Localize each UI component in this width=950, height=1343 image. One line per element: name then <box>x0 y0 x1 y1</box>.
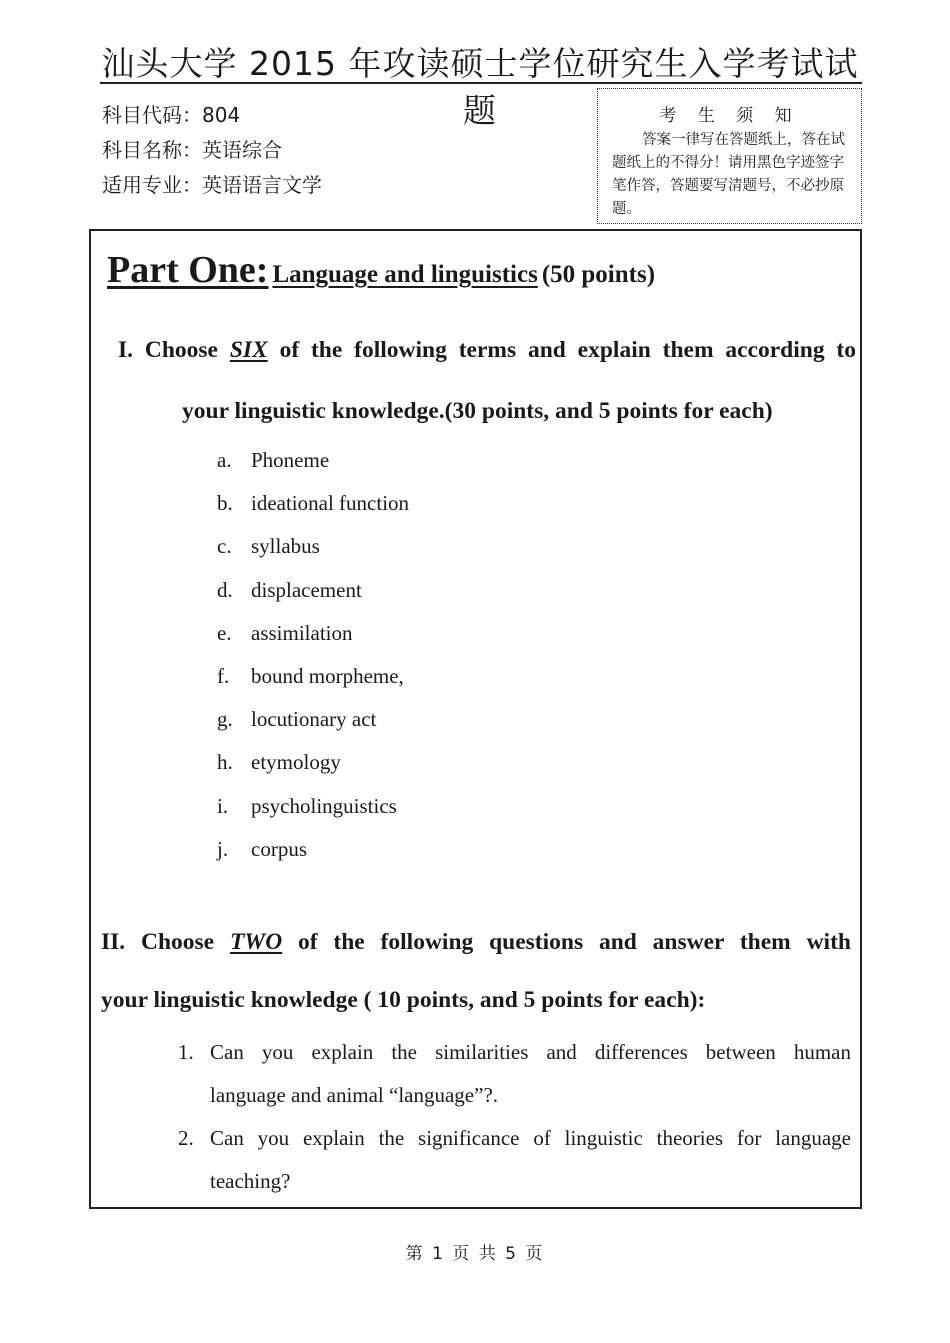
term-item <box>217 837 307 862</box>
term-letter: h. <box>217 750 233 774</box>
term-letter: a. <box>217 448 232 472</box>
term-text: psycholinguistics <box>251 794 397 818</box>
subject-code: 科目代码：804 <box>102 103 241 127</box>
question-text: Can you explain the significance of linguistic theories for language <box>210 1126 851 1150</box>
candidate-notice-box <box>597 88 862 224</box>
subject-name: 科目名称：英语综合 <box>102 138 282 162</box>
section2-prefix: II. Choose <box>101 929 215 955</box>
notice-title: 考 生 须 知 <box>659 106 800 126</box>
page-number: 第 1 页 共 5 页 <box>405 1244 545 1264</box>
question-number: 1. <box>178 1040 194 1064</box>
question-number: 2. <box>178 1126 194 1150</box>
term-letter: e. <box>217 621 232 645</box>
part-topic: Language and linguistics <box>272 261 538 288</box>
term-letter: i. <box>217 794 229 818</box>
term-text: bound morpheme, <box>251 664 404 688</box>
section1-emphasis: SIX <box>229 337 268 363</box>
term-text: corpus <box>251 837 307 861</box>
term-item <box>217 491 409 516</box>
exam-title: 汕头大学 2015 年攻读硕士学位研究生入学考试试题 <box>101 44 859 130</box>
section2-instruction <box>101 929 851 956</box>
term-item <box>217 621 353 646</box>
section1-prefix: I. Choose <box>118 337 218 363</box>
part-points: (50 points) <box>541 261 656 288</box>
title-rule <box>100 82 862 84</box>
term-letter: d. <box>217 578 233 602</box>
section1-instruction <box>118 337 856 364</box>
question-text: Can you explain the similarities and differences between human <box>210 1040 851 1064</box>
term-item <box>217 664 404 689</box>
term-text: displacement <box>251 578 362 602</box>
notice-text: 答案一律写在答题纸上，答在试题纸上的不得分！请用黑色字迹签字笔作答，答题要写清题号，不必抄原题。 <box>612 132 845 217</box>
part-heading <box>107 248 655 292</box>
section1-instruction-cont: your linguistic knowledge.(30 points, and 5 points for each) <box>182 398 773 424</box>
question-text-cont: language and animal “language”?. <box>210 1083 499 1107</box>
term-letter: b. <box>217 491 233 515</box>
term-text: Phoneme <box>251 448 330 472</box>
part-label: Part One: <box>107 249 269 291</box>
term-letter: g. <box>217 707 233 731</box>
question-text-cont: teaching? <box>210 1169 291 1193</box>
term-letter: f. <box>217 664 230 688</box>
term-text: syllabus <box>251 534 320 558</box>
term-text: etymology <box>251 750 341 774</box>
section1-suffix: of the following terms and explain them according to <box>279 337 857 363</box>
term-item <box>217 707 376 732</box>
term-item <box>217 578 362 603</box>
term-item <box>217 534 320 559</box>
term-item <box>217 750 341 775</box>
term-text: locutionary act <box>251 707 377 731</box>
section2-instruction-cont: your linguistic knowledge ( 10 points, and 5 points for each): <box>101 987 706 1013</box>
section2-suffix: of the following questions and answer them with <box>298 929 851 955</box>
section2-emphasis: TWO <box>229 929 283 955</box>
term-item <box>217 448 329 473</box>
applicable-major: 适用专业：英语语言文学 <box>102 173 322 197</box>
term-letter: c. <box>217 534 232 558</box>
term-text: assimilation <box>251 621 353 645</box>
term-text: ideational function <box>251 491 410 515</box>
term-letter: j. <box>217 837 229 861</box>
term-item <box>217 794 397 819</box>
